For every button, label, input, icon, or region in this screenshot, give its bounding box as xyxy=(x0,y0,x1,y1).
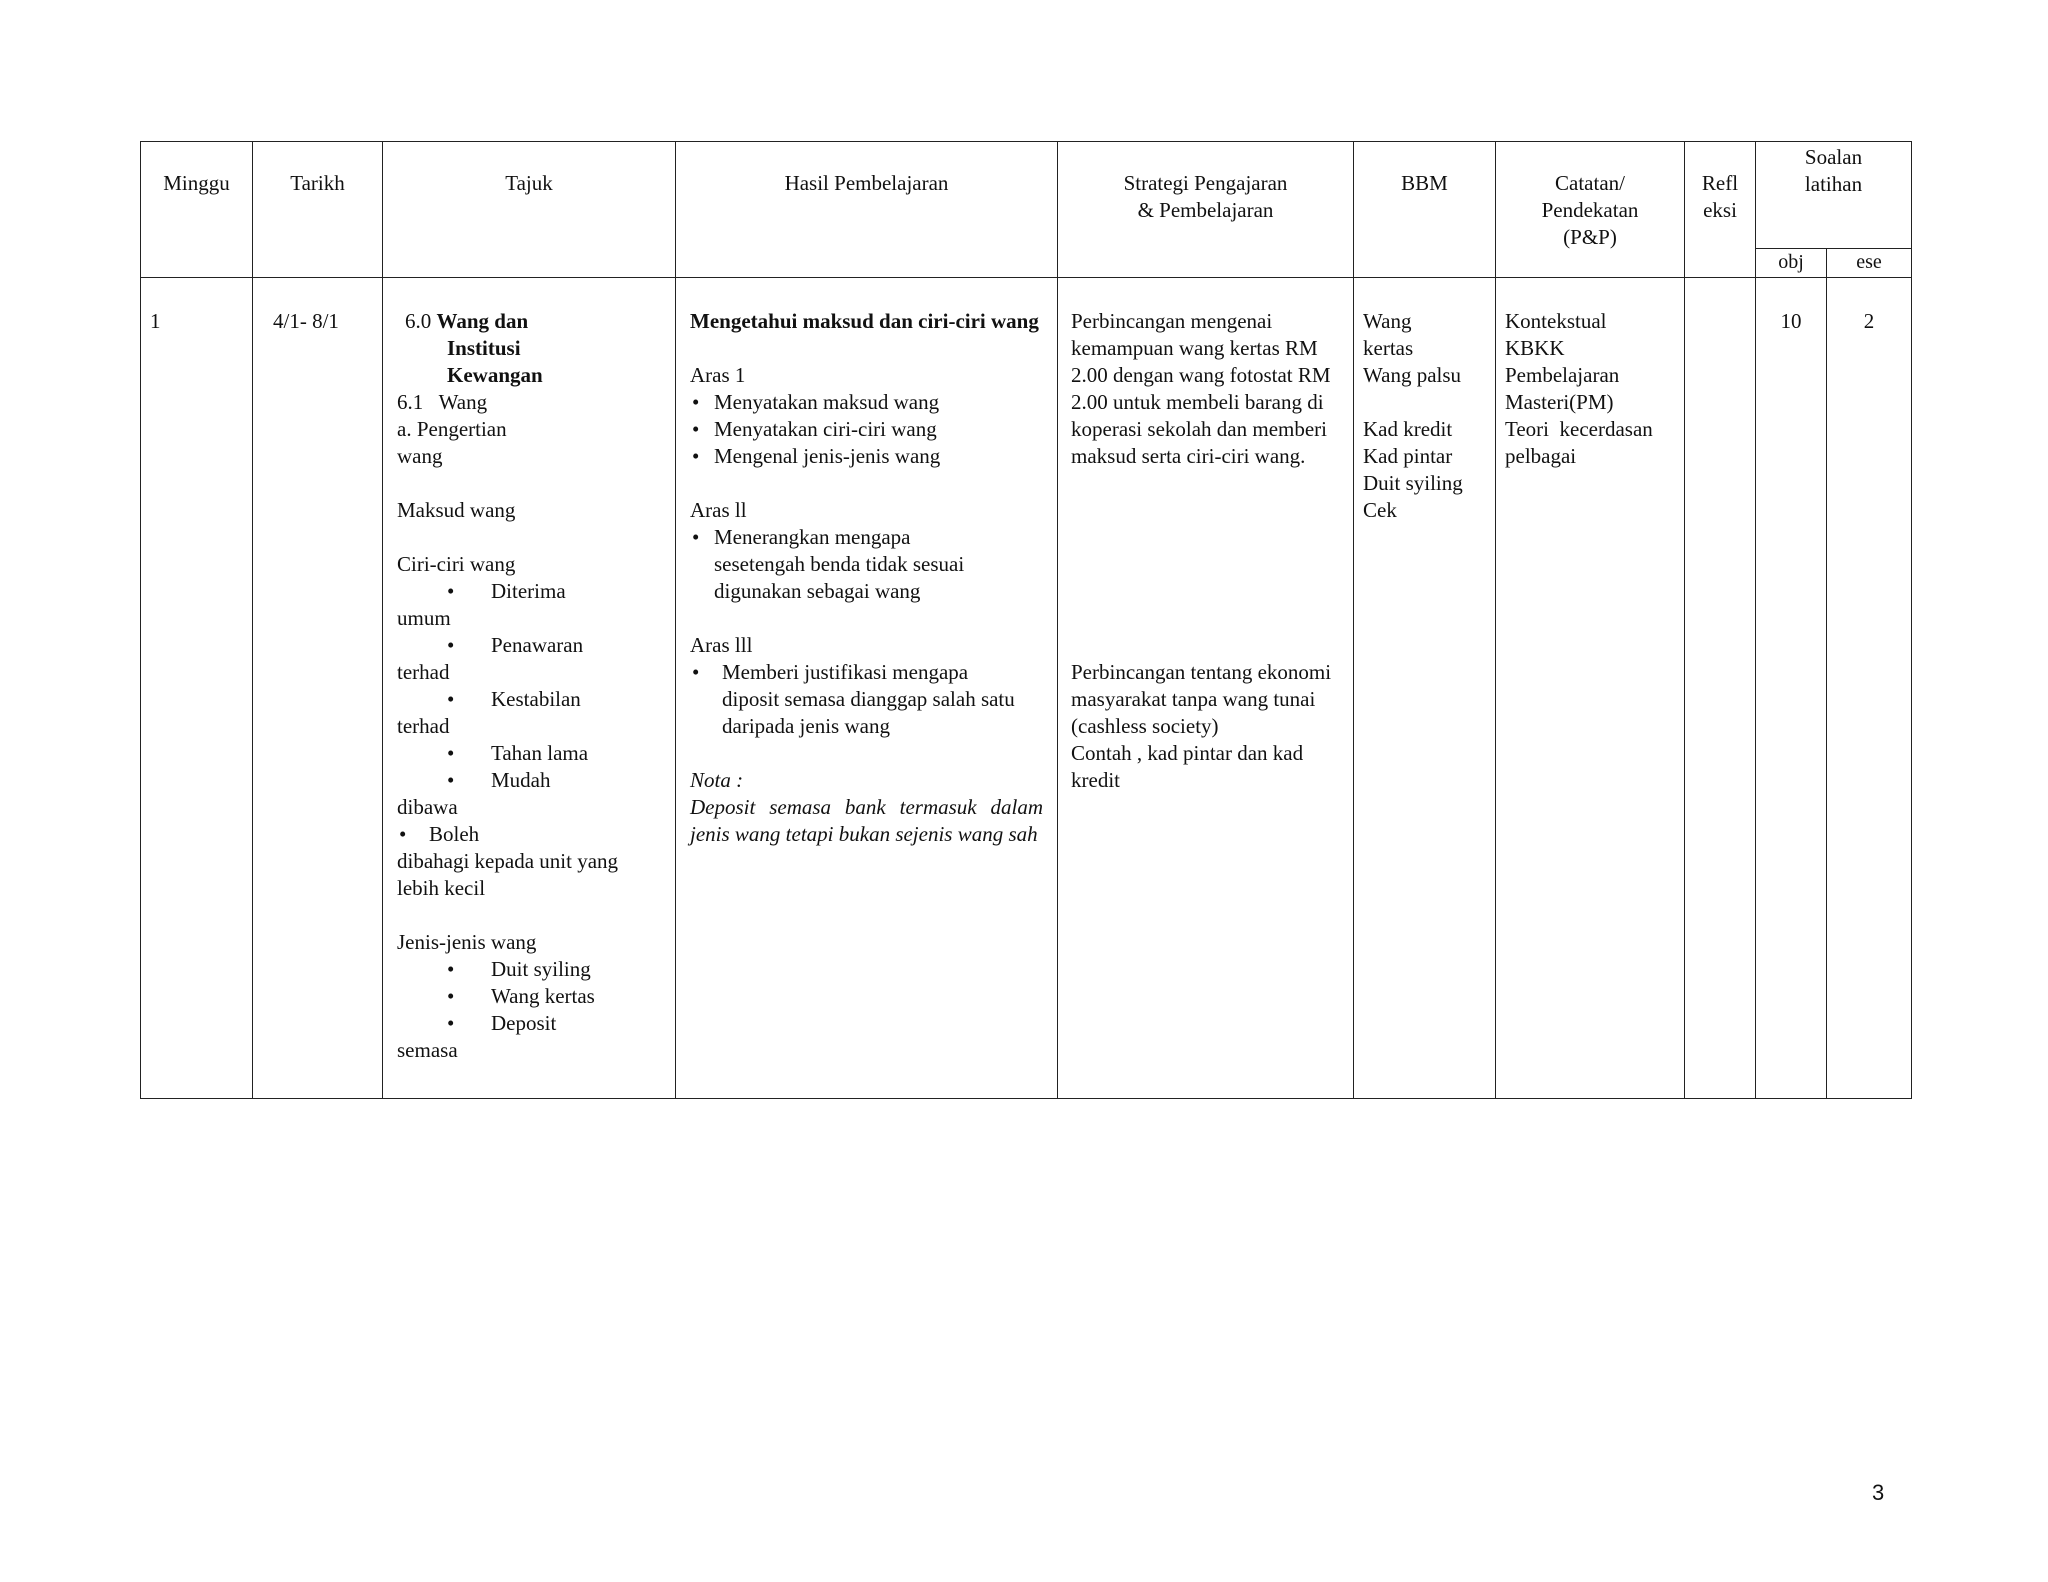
header-refleksi xyxy=(1685,142,1756,278)
bbm-line-1: Wang xyxy=(1363,309,1412,333)
list-item: • Penawaran xyxy=(397,632,666,659)
catatan-line-5: Teori kecerdasan xyxy=(1505,417,1653,441)
list-item: • Tahan lama xyxy=(397,740,666,767)
tajuk-title xyxy=(397,308,666,335)
cell-obj: 10 xyxy=(1756,278,1827,1099)
hasil-heading: Mengetahui maksud dan ciri-ciri wang xyxy=(690,309,1039,333)
header-tarikh: Tarikh xyxy=(253,142,383,278)
lesson-plan-table xyxy=(140,141,1912,1099)
cell-tajuk xyxy=(383,278,676,1099)
header-catatan-line-1: Catatan/ xyxy=(1555,171,1625,195)
list-item: • Deposit xyxy=(397,1010,666,1037)
cell-minggu: 1 xyxy=(141,278,253,1099)
catatan-line-3: Pembelajaran xyxy=(1505,363,1620,387)
cell-bbm xyxy=(1354,278,1496,1099)
header-catatan xyxy=(1496,142,1685,278)
list-item: • Wang kertas xyxy=(397,983,666,1010)
header-obj: obj xyxy=(1756,249,1827,278)
header-refleksi-line-1: Refl xyxy=(1701,171,1739,195)
list-item: • Duit syiling xyxy=(397,956,666,983)
tajuk-title-line-3: Kewangan xyxy=(447,363,543,387)
header-catatan-line-2: Pendekatan xyxy=(1541,198,1639,222)
header-hasil-pembelajaran: Hasil Pembelajaran xyxy=(676,142,1058,278)
bbm-line-7: Cek xyxy=(1363,498,1397,522)
list-item: • Menerangkan mengapa sesetengah benda tidak sesuai digunakan sebagai wang xyxy=(690,524,1043,605)
list-item-cont: terhad xyxy=(397,714,450,738)
hasil-aras-2: Aras ll xyxy=(690,498,747,522)
bbm-line-6: Duit syiling xyxy=(1363,471,1463,495)
cell-catatan xyxy=(1496,278,1685,1099)
catatan-line-2: KBKK xyxy=(1505,336,1565,360)
hasil-aras-3-list xyxy=(690,659,1043,740)
header-soalan-latihan xyxy=(1756,142,1912,249)
hasil-aras-1: Aras 1 xyxy=(690,363,746,387)
header-row xyxy=(141,142,1912,249)
header-ese: ese xyxy=(1827,249,1912,278)
list-item: • Menyatakan maksud wang xyxy=(690,389,1043,416)
cell-strategi xyxy=(1058,278,1354,1099)
list-item-cont: dibawa xyxy=(397,795,458,819)
tajuk-maksud: Maksud wang xyxy=(397,498,516,522)
list-item-cont: semasa xyxy=(397,1038,458,1062)
hasil-aras-3: Aras lll xyxy=(690,633,753,657)
header-strategi-line-2: & Pembelajaran xyxy=(1137,198,1274,222)
cell-refleksi xyxy=(1685,278,1756,1099)
list-item: • Boleh xyxy=(399,822,480,846)
tajuk-title-line-2: Institusi xyxy=(447,336,521,360)
hasil-nota-text: Deposit semasa bank termasuk dalam jenis wang tetapi bukan sejenis wang sah xyxy=(690,795,1043,846)
bbm-line-5: Kad pintar xyxy=(1363,444,1453,468)
tajuk-pengertian-cont: wang xyxy=(397,444,443,468)
hasil-aras-2-list xyxy=(690,524,1043,605)
hasil-nota-label: Nota : xyxy=(690,768,744,792)
strategi-paragraph-2: Perbincangan tentang ekonomi masyarakat tanpa wang tunai (cashless society) xyxy=(1071,660,1332,738)
table-row xyxy=(141,278,1912,1099)
tajuk-boleh-cont-1: dibahagi kepada unit yang xyxy=(397,849,619,873)
cell-ese: 2 xyxy=(1827,278,1912,1099)
tajuk-title-line-1: Wang dan xyxy=(436,309,529,333)
list-item: • Memberi justifikasi mengapa diposit semasa dianggap salah satu daripada jenis wang xyxy=(690,659,1043,740)
header-soalan-line-1: Soalan xyxy=(1804,145,1863,169)
tajuk-boleh-cont-2: lebih kecil xyxy=(397,876,486,900)
list-item: • Kestabilan xyxy=(397,686,666,713)
header-strategi-line-1: Strategi Pengajaran xyxy=(1123,171,1288,195)
header-catatan-line-3: (P&P) xyxy=(1563,225,1617,249)
tajuk-jenis-heading: Jenis-jenis wang xyxy=(397,930,537,954)
bbm-line-3: Wang palsu xyxy=(1363,363,1462,387)
list-item-cont: umum xyxy=(397,606,451,630)
tajuk-ciri-heading: Ciri-ciri wang xyxy=(397,552,516,576)
catatan-line-4: Masteri(PM) xyxy=(1505,390,1614,414)
list-item: • Diterima xyxy=(397,578,666,605)
hasil-aras-1-list xyxy=(690,389,1043,470)
catatan-line-6: pelbagai xyxy=(1505,444,1577,468)
header-minggu: Minggu xyxy=(141,142,253,278)
tajuk-title-num: 6.0 xyxy=(405,309,437,333)
list-item: • Mengenal jenis-jenis wang xyxy=(690,443,1043,470)
tajuk-pengertian: a. Pengertian xyxy=(397,417,507,441)
catatan-line-1: Kontekstual xyxy=(1505,309,1607,333)
tajuk-boleh: Boleh xyxy=(429,822,480,846)
page-number: 3 xyxy=(1872,1480,1885,1505)
cell-tarikh: 4/1- 8/1 xyxy=(253,278,383,1099)
header-bbm: BBM xyxy=(1354,142,1496,278)
header-refleksi-line-2: eksi xyxy=(1703,198,1737,222)
list-item-cont: terhad xyxy=(397,660,450,684)
list-item: • Menyatakan ciri-ciri wang xyxy=(690,416,1043,443)
header-soalan-line-2: latihan xyxy=(1804,172,1863,196)
strategi-paragraph-1: Perbincangan mengenai kemampuan wang kertas RM 2.00 dengan wang fotostat RM 2.00 untuk membeli barang di koperasi sekolah dan memberi maksud serta ciri-ciri wang. xyxy=(1071,309,1331,468)
bbm-line-2: kertas xyxy=(1363,336,1414,360)
list-item: • Mudah xyxy=(397,767,666,794)
strategi-paragraph-3: Contah , kad pintar dan kad kredit xyxy=(1071,741,1304,792)
bbm-line-4: Kad kredit xyxy=(1363,417,1453,441)
header-tajuk: Tajuk xyxy=(383,142,676,278)
cell-hasil-pembelajaran xyxy=(676,278,1058,1099)
tajuk-subtopic: 6.1 Wang xyxy=(397,390,488,414)
header-strategi xyxy=(1058,142,1354,278)
